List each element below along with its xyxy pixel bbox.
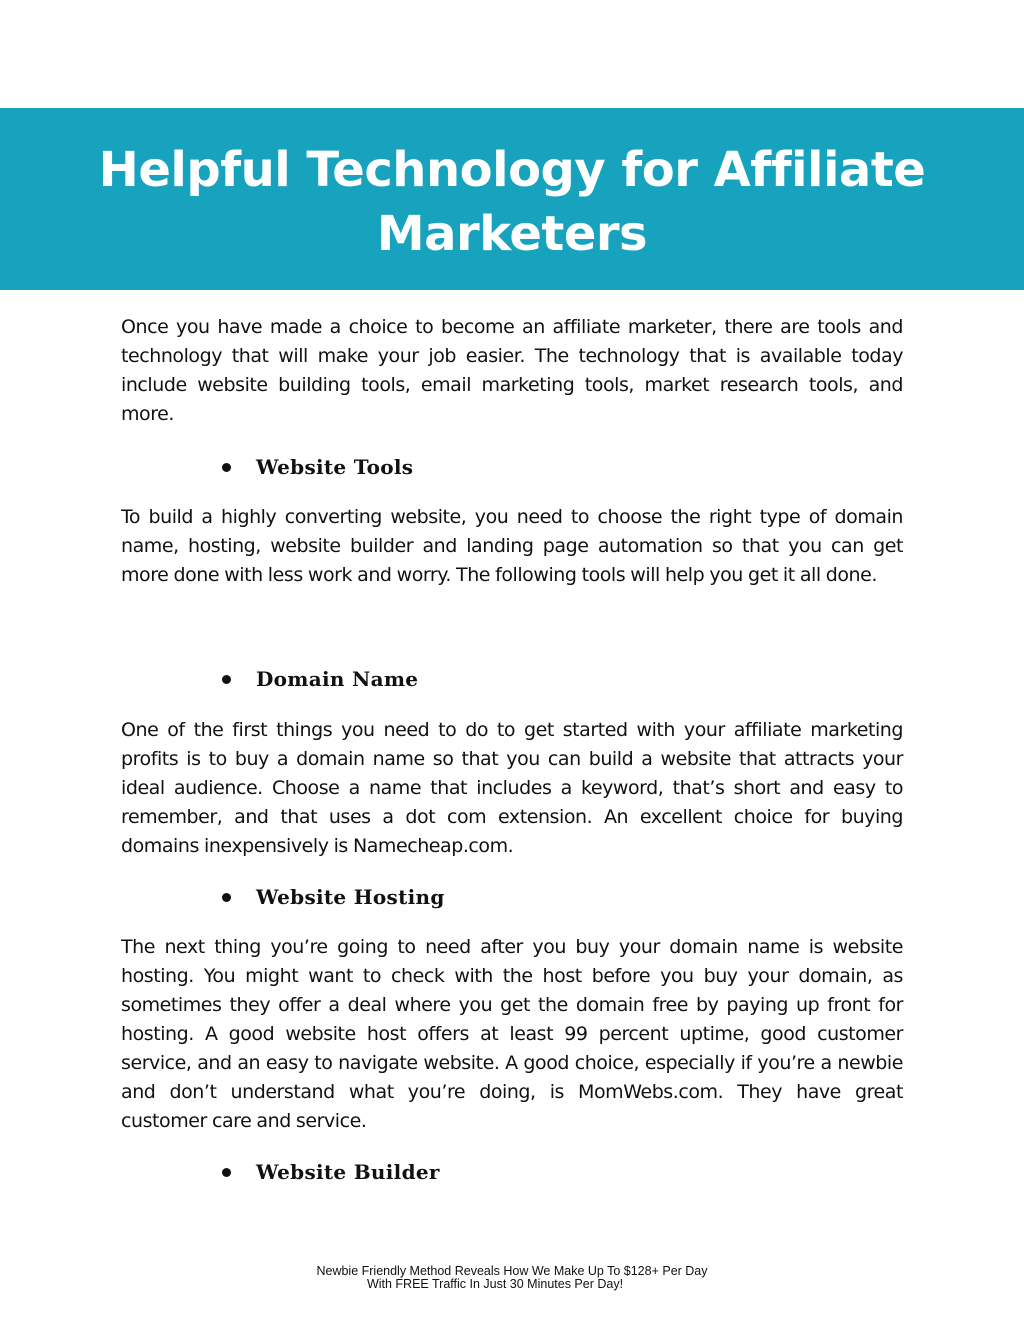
title-banner [0, 108, 1024, 290]
bullet-icon [222, 463, 231, 472]
bullet-icon [222, 1168, 231, 1177]
page-title-line-2: Marketers [376, 206, 648, 262]
intro-paragraph: Once you have made a choice to become an affiliate marketer, there are tools and technology that will make your job easier. The technology that is available today include website building tools, email marketing tools, market research tools, and more. [121, 316, 903, 425]
section-heading-label: Website Builder [256, 1160, 440, 1184]
bullet-icon [222, 675, 231, 684]
website-hosting-paragraph: The next thing you’re going to need after you buy your domain name is website hosting. You might want to check with the host before you buy your domain, as sometimes they offer a deal where you get the domain free by paying up front for hosting. A good website host offers at least 99 percent uptime, good customer service, and an easy to navigate website. A good choice, especially if you’re a newbie and don’t understand what you’re doing, is MomWebs.com. They have great customer care and service. [121, 936, 903, 1132]
domain-name-paragraph: One of the first things you need to do to get started with your affiliate marketing profits is to buy a domain name so that you can build a website that attracts your ideal audience. Choose a name that includes a keyword, that’s short and easy to remember, and that uses a dot com extension. An excellent choice for buying domains inexpensively is Namecheap.com. [121, 719, 903, 857]
page-title-line-1: Helpful Technology for Affiliate [98, 142, 926, 198]
footer-line-1: Newbie Friendly Method Reveals How We Make Up To $128+ Per Day [316, 1264, 708, 1278]
section-heading-label: Website Hosting [256, 885, 445, 909]
section-heading-website-builder [222, 1158, 440, 1186]
section-heading-label: Website Tools [256, 455, 414, 479]
section-heading-label: Domain Name [256, 667, 419, 691]
section-heading-website-hosting [222, 883, 445, 911]
section-heading-website-tools [222, 453, 413, 481]
footer [0, 1265, 1024, 1291]
footer-line-2: With FREE Traffic In Just 30 Minutes Per Day! [366, 1277, 624, 1291]
bullet-icon [222, 893, 231, 902]
website-tools-paragraph: To build a highly converting website, you need to choose the right type of domain name, hosting, website builder and landing page automation so that you can get more done with less work and worry. The following tools will help you get it all done. [121, 506, 903, 586]
section-heading-domain-name [222, 665, 418, 693]
